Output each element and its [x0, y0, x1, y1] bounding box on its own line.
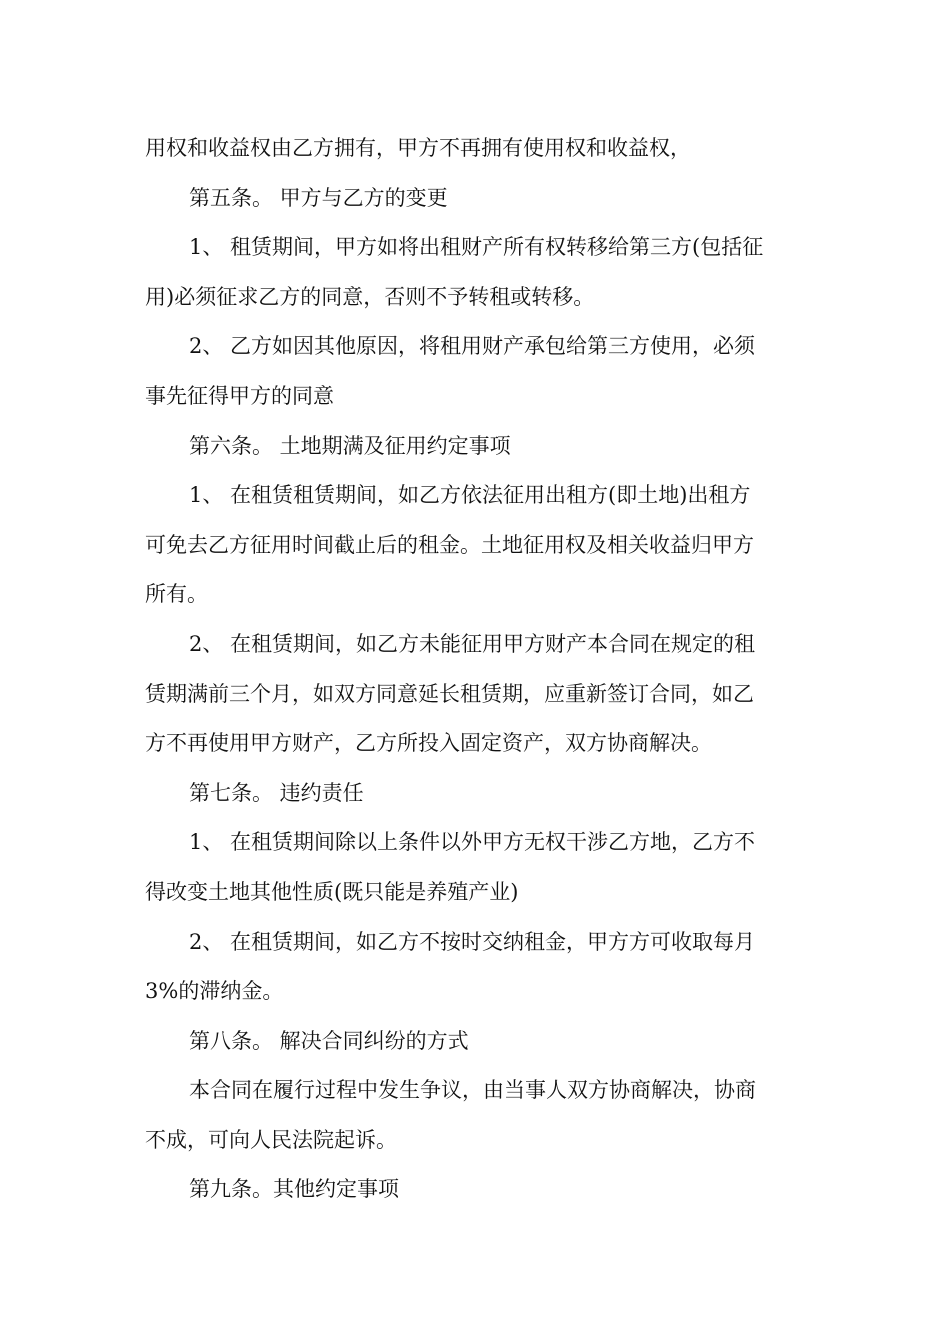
- text-line: 3%的滞纳金。: [145, 979, 284, 1004]
- text-line: 赁期满前三个月，如双方同意延长租赁期，应重新签订合同，如乙: [145, 681, 754, 706]
- text-line: 第五条。 甲方与乙方的变更: [189, 185, 448, 210]
- text-line: 第六条。 土地期满及征用约定事项: [189, 433, 511, 458]
- text-line: 2、 乙方如因其他原因，将租用财产承包给第三方使用，必须: [189, 334, 756, 359]
- text-line: 方不再使用甲方财产，乙方所投入固定资产，双方协商解决。: [145, 731, 712, 756]
- text-line: 1、 在租赁期间除以上条件以外甲方无权干涉乙方地，乙方不: [189, 830, 756, 855]
- text-line: 第九条。其他约定事项: [189, 1177, 399, 1202]
- text-line: 第七条。 违约责任: [189, 780, 364, 805]
- text-line: 得改变土地其他性质(既只能是养殖产业): [145, 879, 519, 904]
- text-line: 可免去乙方征用时间截止后的租金。土地征用权及相关收益归甲方: [145, 532, 754, 557]
- text-line: 第八条。 解决合同纠纷的方式: [189, 1028, 469, 1053]
- text-line: 2、 在租赁期间，如乙方不按时交纳租金，甲方方可收取每月: [189, 929, 756, 954]
- text-line: 2、 在租赁期间，如乙方未能征用甲方财产本合同在规定的租: [189, 631, 756, 656]
- text-line: 1、 租赁期间，甲方如将出租财产所有权转移给第三方(包括征: [189, 235, 764, 260]
- text-line: 所有。: [145, 582, 208, 607]
- text-line: 1、 在租赁租赁期间，如乙方依法征用出租方(即土地)出租方: [189, 483, 751, 508]
- text-line: 用)必须征求乙方的同意，否则不予转租或转移。: [145, 284, 595, 309]
- text-line: 用权和收益权由乙方拥有，甲方不再拥有使用权和收益权，: [145, 136, 691, 160]
- document-body: [145, 124, 815, 1215]
- text-line: 不成，可向人民法院起诉。: [145, 1127, 397, 1152]
- text-line: 事先征得甲方的同意: [145, 383, 334, 408]
- text-line: 本合同在履行过程中发生争议，由当事人双方协商解决，协商: [189, 1078, 756, 1103]
